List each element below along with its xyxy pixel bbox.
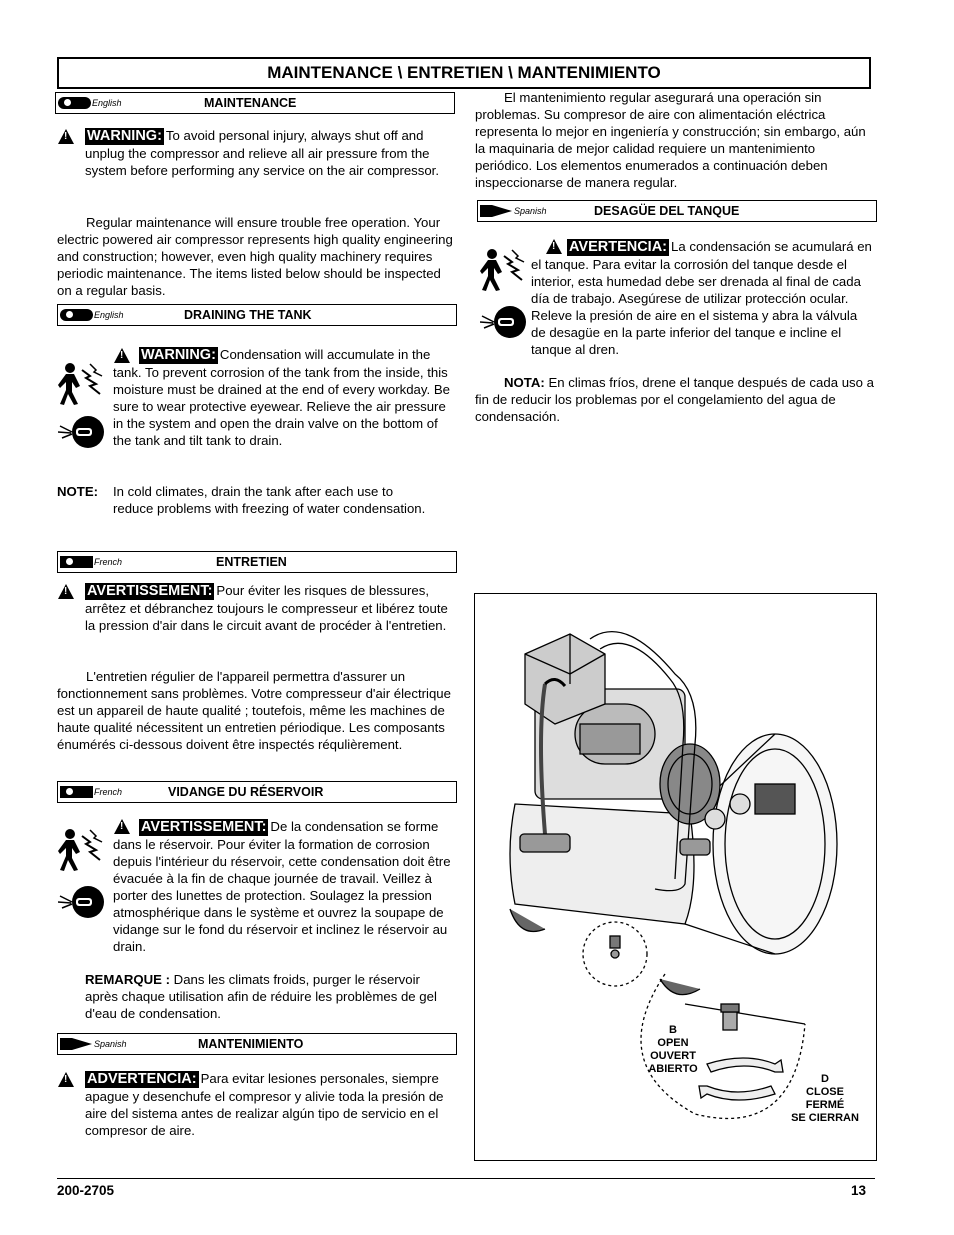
section-header-mantenimiento <box>57 1033 457 1055</box>
footer-rule <box>57 1178 875 1179</box>
section-header-maintenance <box>55 92 455 114</box>
page-title: MAINTENANCE \ ENTRETIEN \ MANTENIMIENTO <box>57 57 871 89</box>
note-en: NOTE: In cold climates, drain the tank after each use to reduce problems with freezing of water condensation. <box>57 484 426 516</box>
label-d-close: D CLOSE FERMÉ SE CIERRAN <box>791 1073 859 1124</box>
nota-label: NOTA: <box>504 375 545 390</box>
avertissement-label: AVERTISSEMENT: <box>87 583 213 599</box>
electric-shock-icon <box>478 246 528 292</box>
note-es: NOTA: En climas fríos, drene el tanque después de cada uso a fin de reducir los problemas por el congelamiento del agua de condensación. <box>475 375 874 424</box>
electric-shock-icon <box>56 360 106 406</box>
english-language-icon: English <box>60 308 120 322</box>
warning-paragraph-fr-1: AVERTISSEMENT: Pour éviter les risques de blessures, arrêtez et débranchez toujours le compresseur et libérez toute la pression d'air dans le circuit avant de procéder à l'entretien. <box>85 583 448 633</box>
note-label: NOTE: <box>57 484 99 499</box>
avertencia-label: AVERTENCIA: <box>569 239 668 255</box>
english-language-icon: English <box>58 96 118 110</box>
section-header-desague <box>477 200 877 222</box>
section-title: ENTRETIEN <box>216 555 287 569</box>
warning-paragraph-es-1: ADVERTENCIA: Para evitar lesiones personales, siempre apague y desenchufe el compresor y alivie toda la presión de aire del sistema antes de realizar algún tipo de servicio en el compresor de aire. <box>85 1071 444 1138</box>
french-language-icon: French <box>60 555 120 569</box>
warning-triangle-icon <box>58 1072 74 1087</box>
advertencia-label: ADVERTENCIA: <box>87 1071 197 1087</box>
section-header-draining-tank <box>57 304 457 326</box>
avertissement-label: AVERTISSEMENT: <box>141 819 267 835</box>
section-title: VIDANGE DU RÉSERVOIR <box>168 785 324 799</box>
regular-maintenance-fr: L'entretien régulier de l'appareil permettra d'assurer un fonctionnement sans problèmes. Votre compresseur d'air électrique est un appareil de haute qualité ; toutefois, même les machines de haute qualité nécessitent un entretien périodique. Les composants énumérés ci-dessous doivent être inspectés réqulièrement. <box>57 669 451 752</box>
warning-paragraph-en-1: WARNING: To avoid personal injury, always shut off and unplug the compressor and relieve all air pressure from the system before performing any service on the air compressor. <box>85 128 440 178</box>
regular-maintenance-es: El mantenimiento regular asegurará una operación sin problemas. Su compresor de aire con alimentación eléctrica representa lo mejor en ingeniería y construcción; sin embargo, aún la maquinaria de mejor calidad requiere un mantenimiento periódico. Los elementos enumerados a continuación deben inspeccionarse de manera regular. <box>475 90 866 190</box>
eye-protection-icon <box>58 414 106 450</box>
warning-label: WARNING: <box>87 128 162 144</box>
spanish-language-icon: Spanish <box>480 204 540 218</box>
label-b-open: B OPEN OUVERT ABIERTO <box>648 1024 698 1075</box>
eye-protection-icon <box>480 304 528 340</box>
page-number: 13 <box>851 1183 867 1198</box>
section-title: DESAGÜE DEL TANQUE <box>594 204 740 218</box>
remarque-label: REMARQUE : <box>85 972 170 987</box>
regular-maintenance-en: Regular maintenance will ensure trouble free operation. Your electric powered air compressor represents high quality engineering and construction; however, even high quality machinery requires periodic maintenance. The items listed below should be inspected on a regular basis. <box>57 215 453 298</box>
electric-shock-icon <box>56 826 106 872</box>
warning-triangle-icon <box>58 129 74 144</box>
section-header-vidange <box>57 781 457 803</box>
section-title: MAINTENANCE <box>204 96 297 110</box>
warning-paragraph-en-2: WARNING: Condensation will accumulate in the tank. To prevent corrosion of the tank from the inside, this moisture must be drained at the end of every workday. Be sure to wear protective eyewear. Relieve the air pressure in the system and open the drain valve on the bottom of the tank and tilt tank to drain. <box>113 347 450 448</box>
warning-paragraph-es-2: AVERTENCIA: La condensación se acumulará en el tanque. Para evitar la corrosión del tanque desde el interior, esta humedad debe ser drenada al final de cada día de trabajo. Asegúrese de utilizar protección ocular. Releve la presión de aire en el sistema y abra la válvula de desagüe en la parte inferior del tanque e incline el tanque al dren. <box>531 239 872 357</box>
document-number: 200-2705 <box>57 1183 115 1198</box>
compressor-figure <box>474 593 877 1161</box>
section-title: DRAINING THE TANK <box>184 308 312 322</box>
spanish-language-icon: Spanish <box>60 1037 120 1051</box>
warning-paragraph-fr-2: AVERTISSEMENT: De la condensation se forme dans le réservoir. Pour éviter la formation de corrosion depuis l'intérieur du réservoir, cette condensation doit être évacuée à la fin de chaque journée de travail. Veillez à porter des lunettes de protection. Soulagez la pression atmosphérique dans le système et ouvrez la soupape de vidange sur le fond du réservoir et inclinez le réservoir au drain. <box>113 819 451 954</box>
french-language-icon: French <box>60 785 120 799</box>
warning-label: WARNING: <box>141 347 216 363</box>
section-header-entretien <box>57 551 457 573</box>
eye-protection-icon <box>58 884 106 920</box>
warning-triangle-icon <box>58 584 74 599</box>
section-title: MANTENIMIENTO <box>198 1037 304 1051</box>
note-fr: REMARQUE : Dans les climats froids, purger le réservoir après chaque utilisation afin de réduire les problèmes de gel d'eau de condensation. <box>85 972 437 1021</box>
